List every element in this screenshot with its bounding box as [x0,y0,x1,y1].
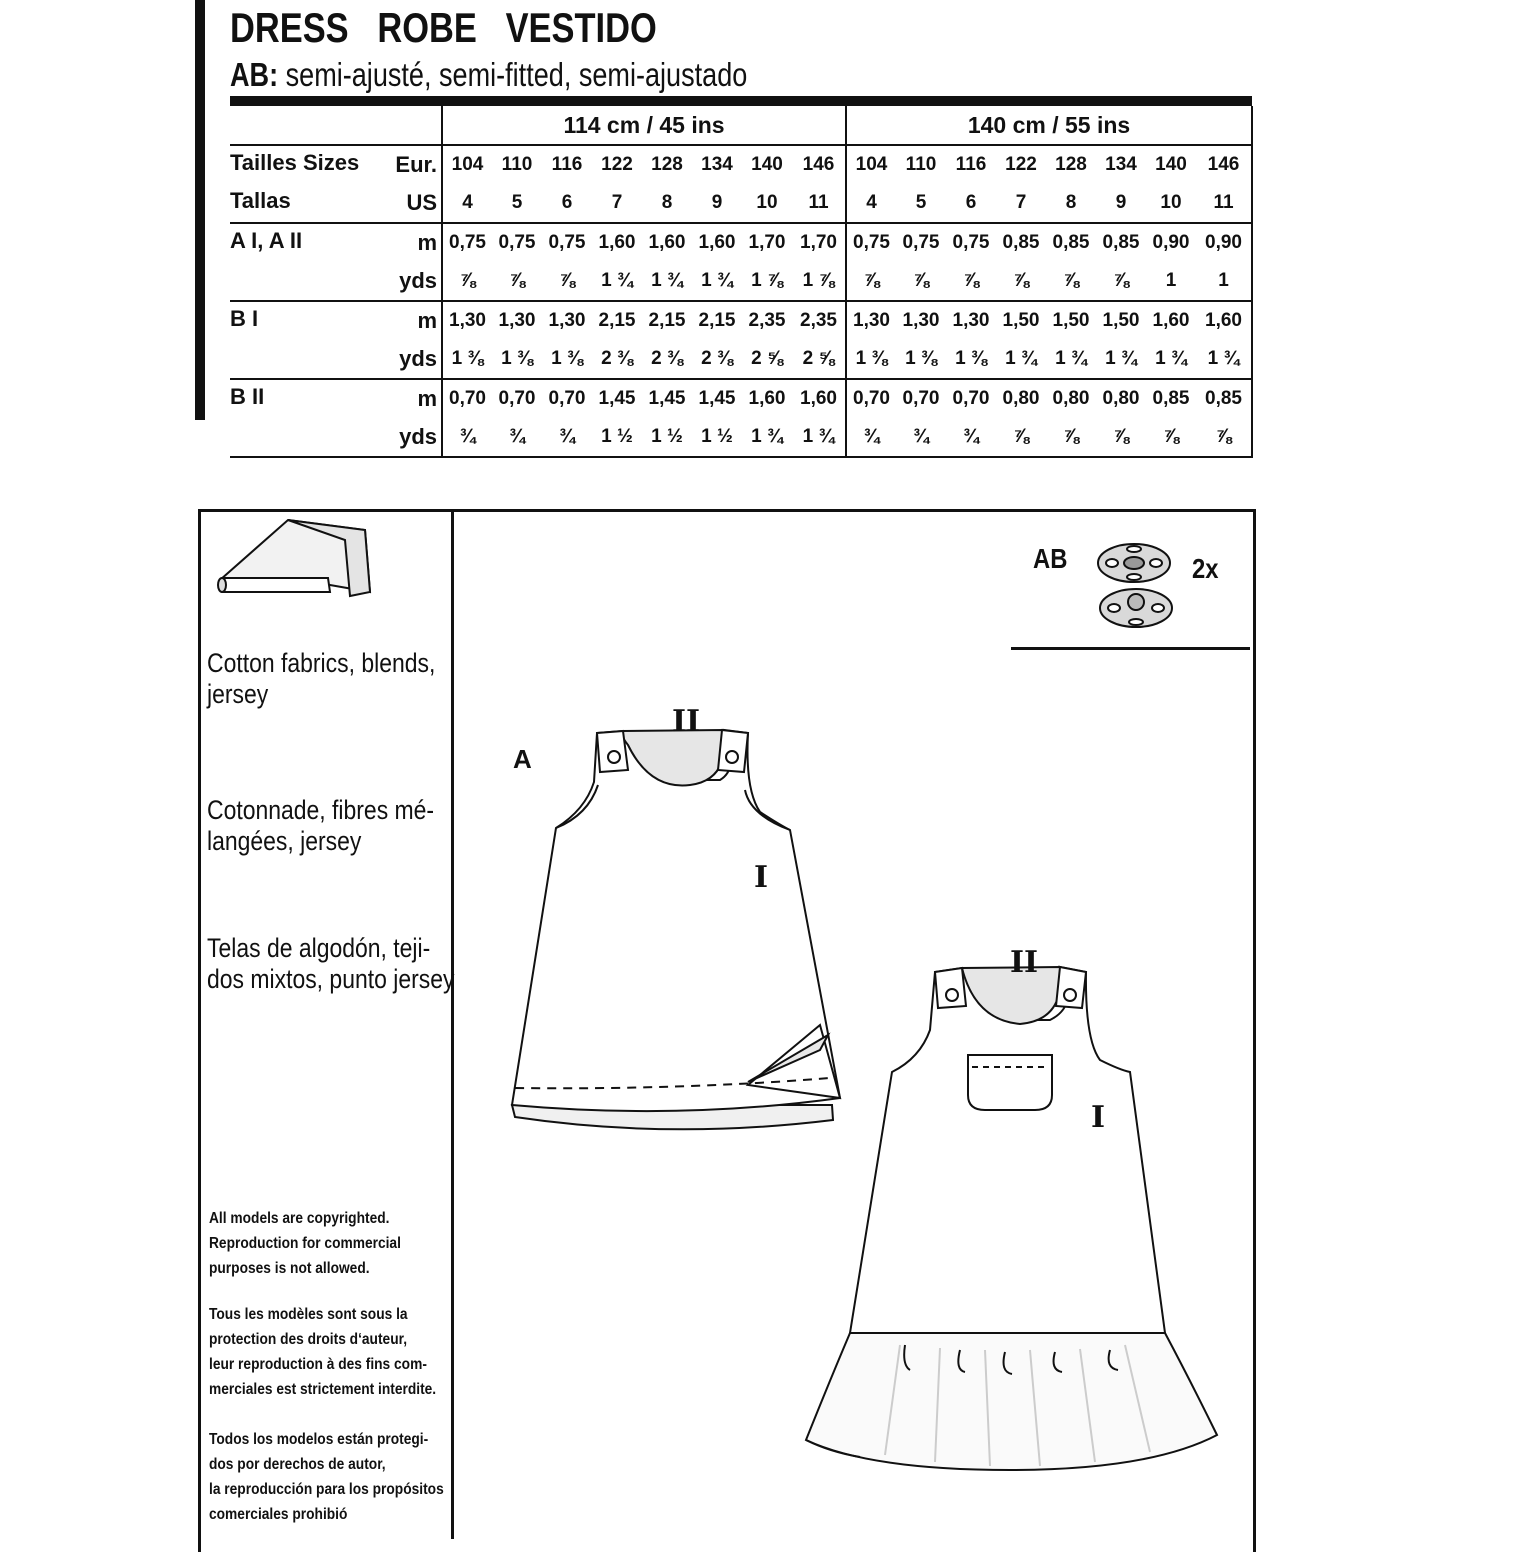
us-size-cell: 6 [946,184,996,223]
metres-cell: 0,80 [1052,388,1090,409]
yards-cell: ⅞ [1046,418,1096,457]
yards-cell: 1 ⅜ [846,340,896,379]
yards-cell: 1 [1146,262,1196,301]
eur-size-cell: 122 [601,154,633,175]
metres-cell: 2,35 [792,301,846,340]
fabric-bolt-icon [218,520,370,596]
eur-size-cell: 146 [792,145,846,184]
eur-size-cell: 134 [1105,154,1137,175]
view-a-main-piece: I [754,860,769,895]
view-a-facing-piece: II [672,704,701,739]
yards-cell: 1 ¾ [642,262,692,301]
us-size-cell: 4 [846,184,896,223]
yards-cell: 1 ⅞ [742,262,792,301]
metres-cell: 0,75 [902,232,940,253]
copyright-en: All models are copyrighted. Reproduction for commercial purposes is not allowed. [209,1210,401,1277]
metres-cell: 2,15 [598,310,636,331]
metres-cell: 1,70 [792,223,846,262]
yards-cell: 1 ½ [692,418,742,457]
metres-cell: 1,45 [598,388,636,409]
yards-cell: 1 ⅜ [896,340,946,379]
us-size-cell: 9 [1096,184,1146,223]
width-header-114: 114 cm / 45 ins [442,106,846,145]
metres-cell: 1,30 [952,310,990,331]
metres-cell: 0,75 [498,232,536,253]
metres-cell: 1,30 [548,310,586,331]
yards-cell: 1 [1196,262,1252,301]
notions-quantity: 2x [1192,553,1219,584]
unit-yards: yds [392,262,442,301]
metres-cell: 0,75 [952,232,990,253]
snap-fastener-icon [1098,544,1172,627]
size-label: Tailles Sizes [230,150,360,175]
eur-size-cell: 140 [751,154,783,175]
metres-cell: 2,35 [748,310,786,331]
yards-cell: ⅞ [996,262,1046,301]
yards-cell: ¾ [442,418,492,457]
yards-cell: ¾ [896,418,946,457]
eur-size-cell: 140 [1155,154,1187,175]
metres-cell: 2,15 [648,310,686,331]
yards-cell: 1 ½ [592,418,642,457]
yards-cell: 1 ⅜ [542,340,592,379]
eur-size-cell: 134 [701,154,733,175]
yards-cell: 2 ⅜ [642,340,692,379]
yards-cell: 1 ⅜ [442,340,492,379]
eur-size-cell: 104 [451,154,484,175]
yards-cell: 1 ⅜ [946,340,996,379]
fabric-suggestion-fr: Cotonnade, fibres mé- langées, jersey [207,795,435,856]
us-size-cell: 5 [896,184,946,223]
pattern-title: DRESS ROBE VESTIDO [230,4,657,51]
metres-cell: 1,30 [902,310,940,331]
metres-cell: 0,80 [1002,388,1040,409]
fit-text: semi-ajusté, semi-fitted, semi-ajustado [278,56,748,93]
us-size-cell: 7 [592,184,642,223]
yards-cell: 1 ¾ [996,340,1046,379]
metres-cell: 1,50 [1052,310,1090,331]
metres-cell: 0,85 [1052,232,1090,253]
eur-size-cell: 104 [855,154,888,175]
us-size-cell: 7 [996,184,1046,223]
metres-cell: 0,85 [1152,388,1190,409]
yards-cell: 1 ½ [642,418,692,457]
metres-cell: 1,60 [648,232,686,253]
us-size-cell: 9 [692,184,742,223]
yards-cell: 1 ⅞ [792,262,846,301]
copyright-es: Todos los modelos están protegi- dos por derechos de autor, la reproducción para los propósitos comerciales prohibió [209,1431,444,1523]
metres-cell: 0,70 [498,388,536,409]
yards-cell: 1 ⅜ [492,340,542,379]
copyright-fr: Tous les modèles sont sous la protection des droits d‘auteur, leur reproduction à des fins com- merciales est strictement interdite. [209,1306,437,1398]
fit-label: AB: [230,56,279,93]
yards-cell: ⅞ [1096,262,1146,301]
view-b-main-piece: I [1091,1100,1106,1135]
metres-cell: 0,75 [853,232,890,253]
yards-cell: ¾ [492,418,542,457]
yards-cell: ⅞ [442,262,492,301]
yards-cell: ⅞ [946,262,996,301]
metres-cell: 0,90 [1152,232,1190,253]
metres-cell: 0,70 [548,388,586,409]
eur-size-cell: 110 [905,154,937,175]
metres-cell: 1,60 [698,232,736,253]
metres-cell: 0,70 [449,388,486,409]
yards-cell: ⅞ [896,262,946,301]
us-size-cell: 11 [1196,184,1252,223]
us-label: US [392,184,442,223]
yards-cell: 2 ⅜ [692,340,742,379]
yards-cell: 1 ¾ [1146,340,1196,379]
metres-cell: 1,30 [853,310,890,331]
metres-cell: 1,60 [792,379,846,418]
yards-cell: 2 ⅝ [792,340,846,379]
fabric-suggestion-en: Cotton fabrics, blends, jersey [207,648,436,709]
unit-metres: m [392,379,442,418]
eur-label: Eur. [392,145,442,184]
unit-metres: m [392,301,442,340]
yards-cell: ¾ [846,418,896,457]
eur-size-cell: 128 [651,154,683,175]
metres-cell: 1,50 [1102,310,1140,331]
yards-cell: 1 ¾ [592,262,642,301]
eur-size-cell: 128 [1055,154,1087,175]
us-size-cell: 6 [542,184,592,223]
yards-cell: ⅞ [492,262,542,301]
us-size-cell: 8 [1046,184,1096,223]
metres-cell: 0,70 [902,388,940,409]
yards-cell: ¾ [946,418,996,457]
notions-views-label: AB [1033,543,1068,574]
metres-cell: 0,90 [1196,223,1252,262]
dress-view-b [806,967,1217,1470]
yards-cell: ¾ [542,418,592,457]
eur-size-cell: 116 [551,154,583,175]
view-piece-label: B II [230,384,265,409]
yards-cell: ⅞ [846,262,896,301]
width-header-140: 140 cm / 55 ins [846,106,1252,145]
view-piece-label: B I [230,306,259,331]
metres-cell: 1,30 [498,310,536,331]
yards-cell: 1 ¾ [1046,340,1096,379]
metres-cell: 0,85 [1196,379,1252,418]
metres-cell: 2,15 [698,310,736,331]
yards-cell: 2 ⅝ [742,340,792,379]
metres-cell: 1,50 [1002,310,1040,331]
metres-cell: 0,70 [952,388,990,409]
yards-cell: 2 ⅜ [592,340,642,379]
yards-cell: ⅞ [996,418,1046,457]
yards-cell: 1 ¾ [692,262,742,301]
yards-cell: ⅞ [1046,262,1096,301]
view-piece-label: A I, A II [230,228,303,253]
us-size-cell: 10 [1146,184,1196,223]
us-size-cell: 5 [492,184,542,223]
unit-yards: yds [392,418,442,457]
yards-cell: ⅞ [1096,418,1146,457]
unit-yards: yds [392,340,442,379]
metres-cell: 0,75 [548,232,586,253]
view-b-facing-piece: II [1010,945,1039,980]
yards-cell: 1 ¾ [792,418,846,457]
metres-cell: 1,60 [1196,301,1252,340]
metres-cell: 0,80 [1102,388,1140,409]
metres-cell: 1,70 [748,232,786,253]
view-a-label: A [513,744,532,774]
yards-cell: 1 ¾ [1096,340,1146,379]
dress-view-a [512,730,840,1129]
us-size-cell: 4 [442,184,492,223]
metres-cell: 1,60 [598,232,636,253]
metres-cell: 1,45 [648,388,686,409]
eur-size-cell: 110 [501,154,533,175]
metres-cell: 0,85 [1002,232,1040,253]
yards-cell: 1 ¾ [1196,340,1252,379]
yards-cell: ⅞ [1146,418,1196,457]
metres-cell: 0,70 [853,388,890,409]
metres-cell: 0,85 [1102,232,1140,253]
metres-cell: 1,60 [1152,310,1190,331]
fabric-suggestion-es: Telas de algodón, teji- dos mixtos, punto jersey [207,933,455,994]
metres-cell: 1,45 [698,388,736,409]
eur-size-cell: 122 [1005,154,1037,175]
yards-cell: ⅞ [542,262,592,301]
metres-cell: 0,75 [449,232,486,253]
us-size-cell: 10 [742,184,792,223]
metres-cell: 1,30 [449,310,486,331]
us-size-cell: 11 [792,184,846,223]
size-label-es: Tallas [230,184,392,223]
us-size-cell: 8 [642,184,692,223]
yards-cell: 1 ¾ [742,418,792,457]
metres-cell: 1,60 [748,388,786,409]
eur-size-cell: 146 [1196,145,1252,184]
yards-cell: ⅞ [1196,418,1252,457]
eur-size-cell: 116 [955,154,987,175]
unit-metres: m [392,223,442,262]
